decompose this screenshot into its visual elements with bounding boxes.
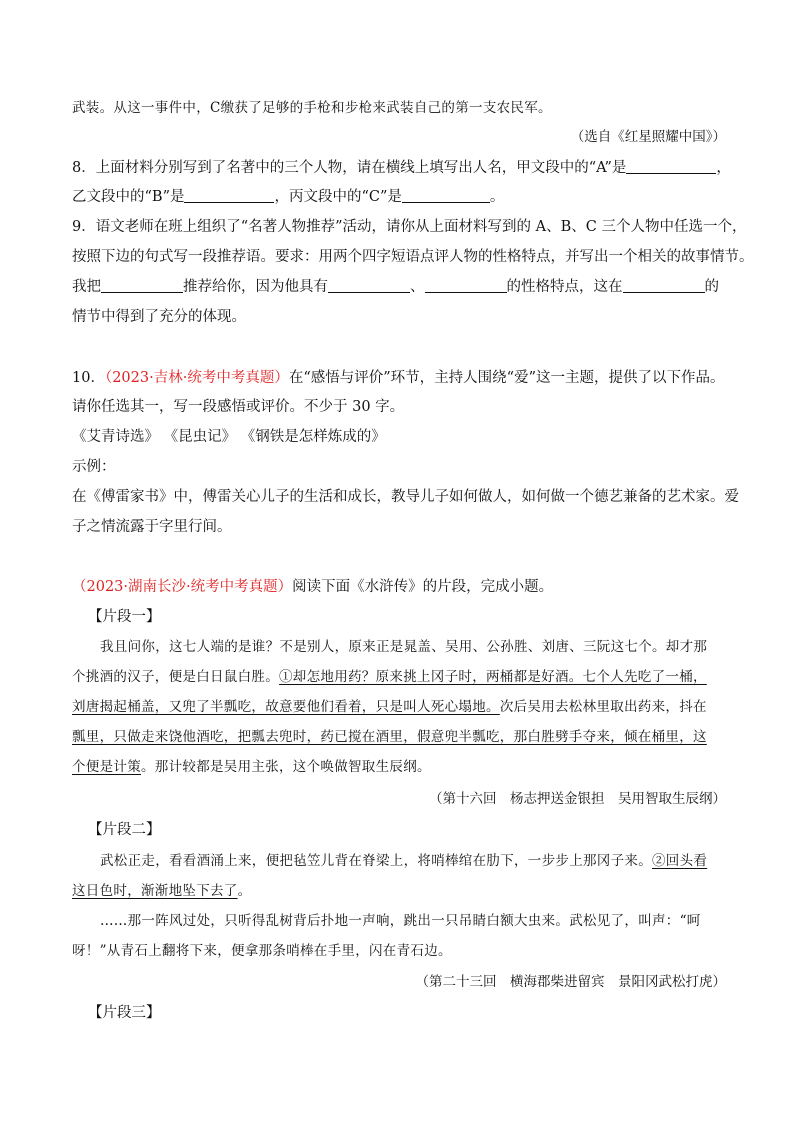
q9-text: 、 xyxy=(410,279,425,295)
question-10-line-1 xyxy=(72,368,724,388)
exam-source-tag: （2023·吉林·统考中考真题） xyxy=(104,370,289,386)
excerpt-3-title: 【片段三】 xyxy=(88,1005,161,1021)
question-9-line-1: 9．语文老师在班上组织了“名著人物推荐”活动，请你从上面材料写到的 A、B、C 三个人物中任选一个， xyxy=(72,219,747,235)
q11-text: 阅读下面《水浒传》的片段，完成小题。 xyxy=(292,579,554,595)
example-line-1: 在《傅雷家书》中，傅雷关心儿子的生活和成长，教导儿子如何做人，如何做一个德艺兼备的艺术家。爱 xyxy=(72,489,739,505)
example-label: 示例： xyxy=(72,459,116,475)
chapter-citation-1: （第十六回 杨志押送金银担 吴用智取生辰纲） xyxy=(429,791,726,807)
book-list: 《艾青诗选》 《昆虫记》 《钢铁是怎样炼成的》 xyxy=(72,429,386,445)
question-9-line-4: 情节中得到了充分的体现。 xyxy=(72,309,246,325)
q8-text: ，丙文段中的“C”是 xyxy=(274,189,402,205)
excerpt-1-line-5 xyxy=(72,757,431,777)
excerpt-text: 个挑酒的汉子，便是白日鼠白胜。 xyxy=(72,669,279,685)
question-9-line-2: 按照下边的句式写一段推荐语。要求：用两个四字短语点评人物的性格特点，并写出一个相关的故事情节。 xyxy=(72,249,754,265)
excerpt-2-line-2 xyxy=(72,881,251,901)
answer-blank-name[interactable] xyxy=(101,278,183,293)
excerpt-1-line-2 xyxy=(72,667,707,687)
excerpt-2-title: 【片段二】 xyxy=(88,822,161,838)
excerpt-text: 次后吴用去松林里取出药来，抖在 xyxy=(499,699,707,715)
question-11-intro xyxy=(72,577,553,597)
answer-blank-plot[interactable] xyxy=(623,278,705,293)
exam-source-tag: （2023·湖南长沙·统考中考真题） xyxy=(72,579,293,595)
answer-blank-c[interactable] xyxy=(402,188,490,203)
underlined-sentence-1: 个便是计策 xyxy=(72,759,141,775)
source-citation: （选自《红星照耀中国》） xyxy=(570,129,726,145)
excerpt-1-title: 【片段一】 xyxy=(88,609,161,625)
q8-punct: ， xyxy=(716,160,731,176)
excerpt-text: 。 xyxy=(237,883,252,899)
q10-text: 在“感悟与评价”环节，主持人围绕“爱”这一主题，提供了以下作品。 xyxy=(288,370,725,386)
q9-text: 的性格特点，这在 xyxy=(506,279,623,295)
excerpt-2-line-1 xyxy=(100,851,707,871)
excerpt-1-line-4: 瓢里，只做走来饶他酒吃，把瓢去兜时，药已搅在酒里，假意兜半瓢吃，那白胜劈手夺来，倾在桶里，这 xyxy=(72,729,707,745)
text-line: 武装。从这一事件中，C缴获了足够的手枪和步枪来武装自己的第一支农民军。 xyxy=(72,100,552,116)
excerpt-1-line-1: 我且问你，这七人端的是谁？不是别人，原来正是晁盖、吴用、公孙胜、刘唐、三阮这七个。却才那 xyxy=(100,639,708,655)
underlined-sentence-2: 这日色时，渐渐地坠下去了 xyxy=(72,883,238,899)
example-line-2: 子之情流露于字里行间。 xyxy=(72,519,232,535)
underlined-sentence-1: ①却怎地用药？原来挑上冈子时，两桶都是好酒。七个人先吃了一桶， xyxy=(279,669,707,685)
chapter-citation-2: （第二十三回 横海郡柴进留宾 景阳冈武松打虎） xyxy=(415,974,726,990)
question-8-line-1 xyxy=(72,158,731,178)
q9-text: 推荐给你，因为他具有 xyxy=(183,279,328,295)
excerpt-1-line-3 xyxy=(72,697,707,717)
answer-blank-b[interactable] xyxy=(184,188,274,203)
q9-text: 我把 xyxy=(72,279,101,295)
excerpt-text: 。那计较都是吴用主张，这个唤做智取生辰纲。 xyxy=(141,759,431,775)
q8-text: 乙文段中的“B”是 xyxy=(72,189,185,205)
answer-blank-a[interactable] xyxy=(626,159,716,174)
excerpt-2-line-4: 呀！”从青石上翻将下来，便拿那条哨棒在手里，闪在青石边。 xyxy=(72,943,452,959)
q8-text: 8．上面材料分别写到了名著中的三个人物，请在横线上填写出人名，甲文段中的“A”是 xyxy=(72,160,627,176)
excerpt-text: 武松正走，看看酒涌上来，便把毡笠儿背在脊梁上，将哨棒绾在肋下，一步步上那冈子来。 xyxy=(100,853,652,869)
question-8-line-2 xyxy=(72,187,504,207)
question-9-line-3 xyxy=(72,277,719,297)
q9-text: 的 xyxy=(704,279,719,295)
answer-blank-trait-1[interactable] xyxy=(328,278,410,293)
excerpt-2-line-3: ……那一阵风过处，只听得乱树背后扑地一声响，跳出一只吊睛白额大虫来。武松见了，叫声：“呵 xyxy=(100,913,701,929)
question-number: 10． xyxy=(72,370,105,386)
underlined-sentence-2: ②回头看 xyxy=(652,853,708,869)
question-10-line-2: 请你任选其一，写一段感悟或评价。不少于 30 字。 xyxy=(72,399,405,415)
q8-punct: 。 xyxy=(489,189,505,205)
underlined-sentence-1: 刘唐揭起桶盖，又兜了半瓢吃，故意要他们看着，只是叫人死心塌地。 xyxy=(72,699,500,715)
answer-blank-trait-2[interactable] xyxy=(425,278,507,293)
